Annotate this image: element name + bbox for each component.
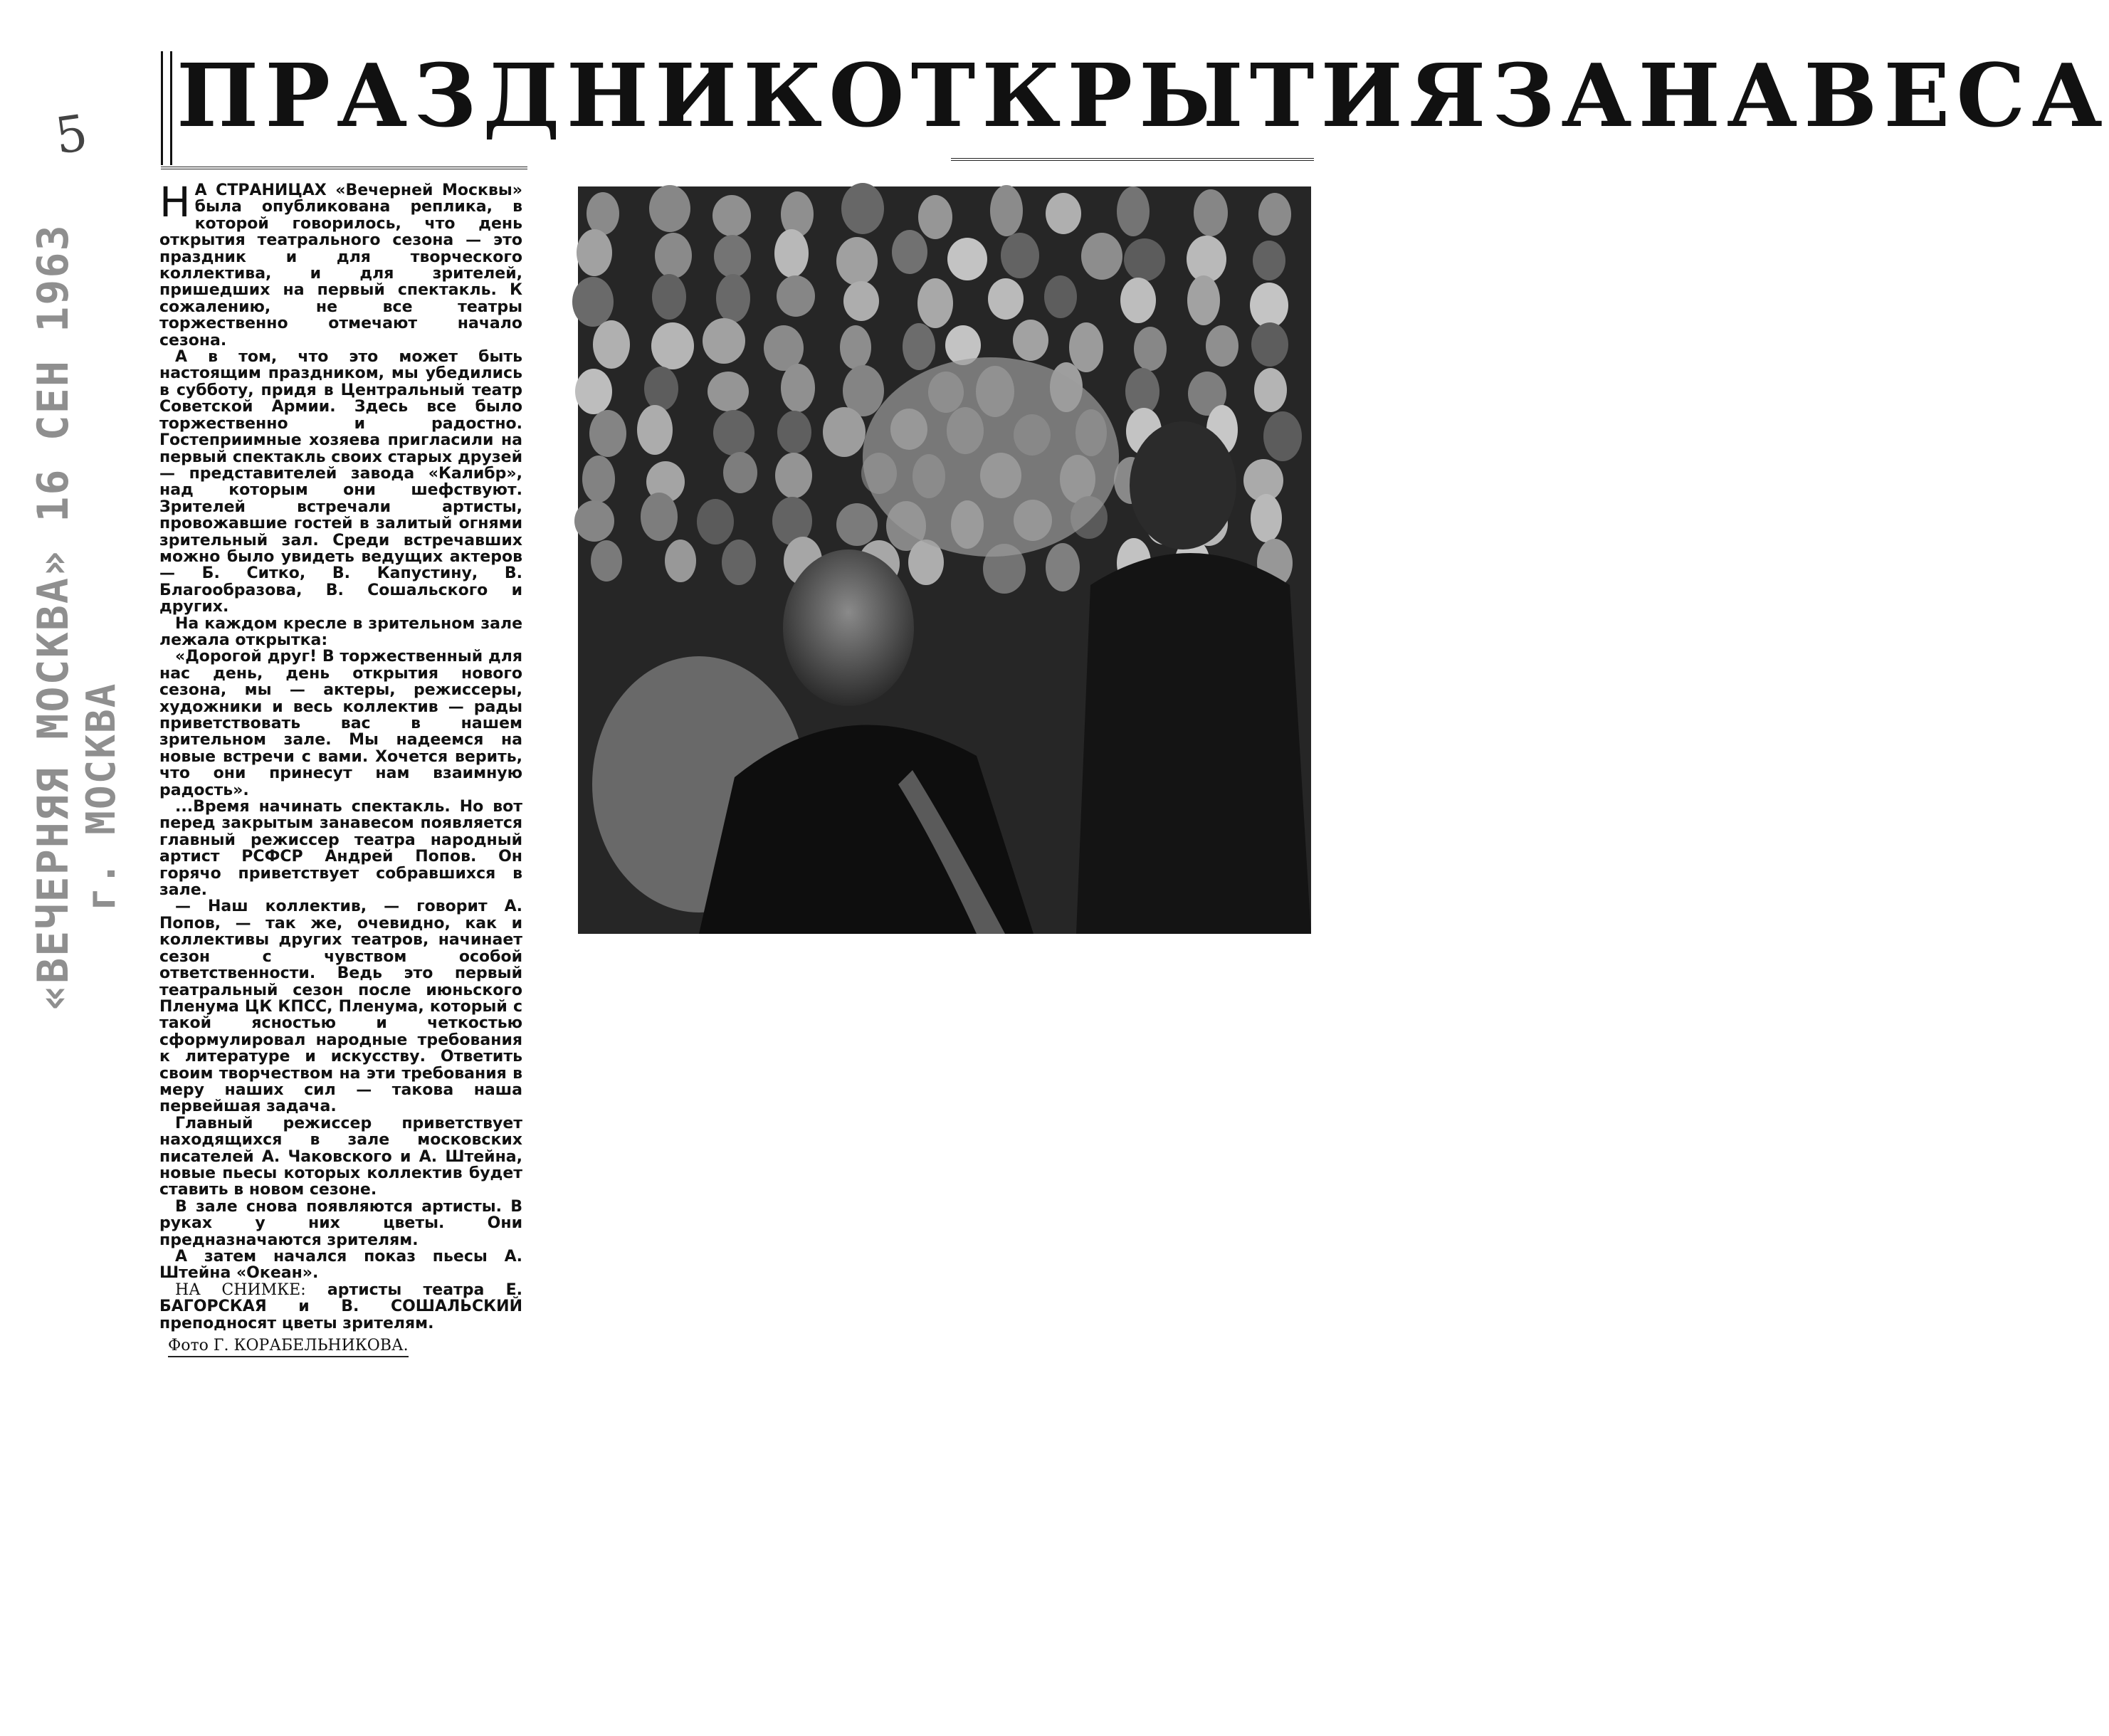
audience-face (1258, 193, 1291, 236)
audience-face (823, 407, 866, 457)
audience-face (1187, 236, 1226, 283)
paragraph: «Дорогой друг! В торжественный для нас день, день открытия нового сезона, мы — актеры, режиссеры, художники и весь коллектив — рады приветствовать вас в нашем зрительном зале. Мы надеемся на новые встречи с вами. Хочется верить, что они принесут нам взаимную радость». (159, 648, 522, 799)
paragraph: А затем начался показ пьесы А. Штейна «Океан». (159, 1248, 522, 1283)
audience-face (1046, 543, 1080, 591)
headline-word: ПРАЗДНИК (177, 44, 829, 147)
audience-face (903, 323, 935, 370)
audience-face (1187, 275, 1220, 325)
headline-bar (161, 51, 172, 165)
audience-face (841, 183, 884, 234)
audience-face (723, 452, 757, 493)
audience-face (1044, 275, 1077, 318)
paragraph: В зале снова появляются артисты. В руках у них цветы. Они предназначаются зрителям. (159, 1197, 522, 1249)
audience-face (1206, 325, 1238, 367)
paragraph: ...Время начинать спектакль. Но вот перед закрытым занавесом появляется главный режиссер театра народный артист РСФСР Андрей Попов. Он горячо приветствует собравшихся в зале. (159, 798, 522, 900)
audience-face (722, 540, 756, 585)
audience-face (836, 237, 878, 285)
headline-word: ЗАНАВЕСА (1492, 44, 2109, 147)
audience-face (918, 195, 952, 239)
audience-face (1124, 238, 1165, 281)
audience-face (1046, 193, 1081, 234)
audience-face (1120, 278, 1156, 323)
audience-face (1251, 322, 1288, 367)
audience-face (836, 503, 878, 546)
archive-stamp (28, 223, 125, 1011)
audience-face (1081, 233, 1122, 280)
audience-face (591, 540, 622, 582)
audience-face (990, 185, 1023, 236)
audience-face (777, 275, 815, 317)
audience-face (947, 238, 987, 280)
headline (177, 44, 2109, 147)
audience-face (703, 318, 745, 364)
audience-face (665, 540, 696, 582)
audience-face (1251, 494, 1282, 542)
audience-face (1001, 233, 1039, 278)
audience-face (1254, 368, 1287, 412)
photo-caption (159, 1282, 522, 1332)
article-body (159, 178, 522, 1357)
audience-face (708, 372, 749, 411)
audience-face (840, 325, 871, 369)
audience-face (587, 192, 619, 235)
audience-face (781, 191, 814, 237)
audience-face (577, 229, 612, 276)
paragraph: А в том, что это может быть настоящим праздником, мы убедились в субботу, придя в Центральный театр Советской Армии. Здесь все было торжественно и радостно. Гостеприимные хозяева пригласили на первый спектакль своих старых друзей — представителей завода «Калибр», над которым они шефствуют. Зрителей встречали артисты, провожавшие гостей в залитый огнями зрительный зал. Среди встречавших можно было увидеть ведущих актеров — Б. Ситко, В. Капустину, В. Благообразова, В. Сошальского и других. (159, 348, 522, 616)
audience-face (593, 320, 630, 369)
photo-theatre-audience (578, 186, 1311, 934)
audience-face (712, 195, 751, 236)
audience-face (713, 410, 754, 456)
audience-face (714, 235, 751, 278)
audience-face (572, 277, 614, 327)
audience-face (716, 274, 750, 322)
paragraph: На каждом кресле в зрительном зале лежала открытка: (159, 614, 522, 649)
stamp-newspaper-date: «ВЕЧЕРНЯЯ МОСКВА» 16 СЕН 1963 (28, 223, 78, 1011)
audience-face (652, 274, 686, 320)
stamp-city: г. МОСКВА (78, 682, 125, 911)
audience-face (1194, 189, 1228, 236)
audience-face (582, 456, 615, 503)
audience-face (644, 367, 678, 411)
audience-face (637, 405, 673, 455)
audience-face (988, 278, 1024, 320)
divider (161, 167, 527, 169)
photo-credit: Фото Г. КОРАБЕЛЬНИКОВА. (168, 1337, 409, 1357)
audience-face (892, 230, 927, 274)
audience-face (641, 493, 678, 541)
audience-face (1253, 241, 1285, 280)
audience-face (775, 453, 812, 498)
caption-lead: НА СНИМКЕ: (175, 1280, 306, 1299)
drop-cap: Н (159, 178, 191, 226)
audience-face (649, 185, 690, 232)
headline-word: ОТКРЫТИЯ (829, 44, 1493, 147)
paragraph: — Наш коллектив, — говорит А. Попов, — так же, очевидно, как и коллективы других театров, начинает сезон с чувством особой ответственности. Ведь это первый театральный сезон после июньского Пленума ЦК КПСС, Пленума, который с такой ясностью и четкостью сформулировал народные требования к литературе и искусству. Ответить своим творчеством на эти требования в меру наших сил — такова наша первейшая задача. (159, 898, 522, 1116)
caption-text: артисты театра Е. БАГОРСКАЯ и В. СОШАЛЬСКИЙ преподносят цветы зрителям. (159, 1280, 522, 1332)
audience-face (781, 364, 815, 412)
audience-face (843, 281, 879, 321)
audience-face (774, 229, 809, 278)
audience-face (1013, 320, 1048, 361)
paragraph: Н А СТРАНИЦАХ «Вечерней Москвы» была опубликована реплика, в которой говорилось, что день открытия театрального сезона — это праздник и для творческого коллектива, и для зрителей, пришедших на первый спектакль. К сожалению, не все театры торжественно отмечают начало сезона. (159, 178, 522, 349)
audience-face (575, 369, 612, 414)
audience-face (1125, 368, 1159, 415)
audience-face (1250, 283, 1288, 328)
audience-face (655, 233, 692, 278)
audience-face (574, 500, 614, 542)
handwritten-page-number: 5 (51, 103, 92, 166)
audience-face (1069, 322, 1103, 372)
audience-face (777, 411, 811, 453)
audience-face (589, 410, 626, 457)
audience-face (1134, 327, 1167, 371)
audience-face (917, 278, 953, 328)
paragraph: Главный режиссер приветствует находящихся в зале московских писателей А. Чаковского и А. Штейна, новые пьесы которых коллектив будет ставить в новом сезоне. (159, 1114, 522, 1199)
audience-face (1117, 186, 1150, 236)
audience-face (651, 322, 694, 369)
divider (951, 158, 1314, 161)
audience-face (1263, 411, 1302, 461)
audience-face (697, 499, 734, 545)
